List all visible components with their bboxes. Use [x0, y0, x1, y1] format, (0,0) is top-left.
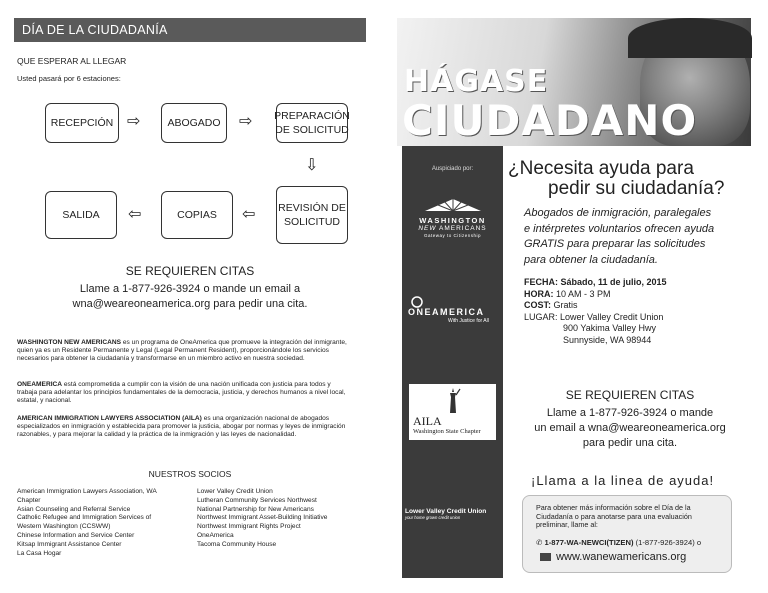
partners-list-2	[197, 488, 372, 550]
arrow-down-icon: ⇩	[305, 155, 319, 174]
description-line: GRATIS para preparar las solicitudes	[524, 238, 706, 250]
helpline-phone	[536, 538, 701, 547]
section-header: DÍA DE LA CIUDADANÍA	[14, 18, 366, 42]
right-citas-title: SE REQUIEREN CITAS	[565, 388, 695, 402]
right-citas-text	[510, 406, 750, 451]
arrow-left-icon: ⇦	[242, 204, 256, 223]
sponsored-label: Auspiciado por:	[431, 166, 474, 172]
partner-item: Chinese Information and Service Center	[17, 531, 135, 539]
station-recepcion	[45, 103, 119, 143]
paragraph-oneamerica	[17, 381, 347, 406]
description-line: e intérpretes voluntarios ofrecen ayuda	[524, 222, 715, 235]
oneamerica-logo	[406, 296, 499, 328]
event-date	[524, 277, 744, 289]
aila-logo	[409, 384, 496, 440]
helpline-website[interactable]	[540, 551, 686, 563]
detail-label: LUGAR:	[524, 311, 558, 322]
statue-of-liberty-icon	[443, 387, 463, 415]
question-line2: pedir su ciudadanía?	[548, 178, 725, 199]
phone-alt: (1-877-926-3924) o	[633, 538, 702, 547]
event-address2: Sunnyside, WA 98944	[563, 334, 652, 345]
citas-line: Llame a 1-877-926-3924 o mande	[546, 407, 714, 419]
partners-list-1	[17, 488, 177, 558]
detail-value: Lower Valley Credit Union	[560, 311, 664, 322]
event-details	[524, 277, 744, 346]
wna-americans: AMERICANS	[438, 225, 487, 232]
station-salida	[45, 191, 117, 239]
station-label: ABOGADO	[167, 117, 221, 129]
arrow-right-icon: ⇨	[127, 111, 141, 130]
partner-item: Asian Counseling and Referral Service	[17, 505, 131, 513]
citas-line2: wna@weareoneamerica.org para pedir una cita.	[72, 298, 308, 310]
socios-title: NUESTROS SOCIOS	[148, 469, 232, 479]
citas-line1: Llame a 1-877-926-3924 o mande un email a	[79, 283, 301, 295]
event-place	[524, 312, 744, 324]
partner-item: American Immigration Lawyers Association, WA Chapter	[17, 488, 157, 504]
partner-item: Northwest Immigrant Asset-Building Initiative	[197, 514, 328, 522]
detail-value: 10 AM - 3 PM	[556, 288, 611, 299]
volunteer-description	[524, 206, 744, 268]
subheader: QUE ESPERAR AL LLEGAR	[17, 56, 127, 66]
station-label: COPIAS	[177, 209, 217, 221]
paragraph-text: es una organización nacional de abogados especializados en inmigración y establecida para promover la justicia, abogar por normas y leyes de inmigración razonables, y para mejorar la calidad y la práctica de la inmigración y las leyes de nacionalidad.	[17, 415, 346, 439]
aila-name: AILA	[413, 414, 442, 428]
citas-line: un email a wna@weareoneamerica.org	[534, 422, 726, 434]
helpline-title: ¡Llama a la linea de ayuda!	[531, 473, 715, 488]
station-label: RECEPCIÓN	[50, 117, 114, 129]
lvcu-tagline: your home grown credit union	[405, 515, 461, 520]
org-name: AMERICAN IMMIGRATION LAWYERS ASSOCIATION (AILA)	[17, 415, 202, 422]
wna-logo	[406, 197, 499, 245]
citas-line: para pedir una cita.	[582, 437, 678, 449]
partner-item: Kitsap Immigrant Assistance Center	[17, 540, 122, 548]
website-link[interactable]: www.wanewamericans.org	[556, 551, 687, 563]
intro-text: Usted pasará por 6 estaciones:	[17, 74, 121, 83]
oneamerica-tagline: With Justice for All	[448, 318, 489, 324]
portrait-hair	[628, 18, 752, 58]
arrow-left-icon: ⇦	[128, 204, 142, 223]
partner-item: OneAmerica	[197, 531, 234, 539]
partner-item: Tacoma Community House	[197, 540, 277, 548]
description-line: para obtener la ciudadanía.	[524, 253, 658, 266]
station-label: SALIDA	[62, 209, 100, 221]
lvcu-name: Lower Valley Credit Union	[405, 508, 487, 515]
detail-label: COST:	[524, 300, 551, 310]
partner-item: Lutheran Community Services Northwest	[197, 496, 317, 504]
partner-item: National Partnership for New Americans	[197, 505, 314, 513]
phone-number: 1-877-WA-NEWCI(TIZEN)	[544, 538, 634, 547]
event-cost	[524, 300, 744, 312]
partner-item: Lower Valley Credit Union	[197, 488, 273, 495]
wna-name: WASHINGTON	[419, 216, 486, 225]
detail-value: Gratis	[553, 300, 578, 310]
computer-icon	[540, 553, 551, 561]
partner-item: Northwest Immigrant Rights Project	[197, 523, 301, 531]
arrow-right-icon: ⇨	[239, 111, 253, 130]
paragraph-aila	[17, 415, 347, 440]
station-label: REVISIÓN DE SOLICITUD	[278, 202, 346, 228]
hero-title-line1: HÁGASE	[404, 64, 549, 99]
station-preparacion	[276, 103, 348, 143]
oneamerica-name: ONEAMERICA	[408, 307, 485, 317]
detail-label: FECHA:	[524, 277, 558, 287]
paragraph-text: está comprometida a cumplir con la visión de una nación unificada con justicia para todos y trabaja para adelantar los principios fundamentales de la democracia, justicia, y derechos humanos a nivel local, estatal, y nacional.	[17, 381, 346, 405]
detail-value: Sábado, 11 de julio, 2015	[560, 277, 667, 287]
question-line1: ¿Necesita ayuda para	[508, 158, 694, 179]
event-time	[524, 289, 744, 301]
paragraph-text: es un programa de OneAmerica que promueve la integración del inmigrante, quien ya es un Residente Permanente y Legal (Legal Permanent Resident), proporcionándole los servicios necesarios para obtener la ciudadanía y transformarse en un miembro activo en nuestra sociedad.	[17, 339, 347, 363]
sunburst-icon	[423, 197, 483, 211]
org-name: ONEAMERICA	[17, 381, 63, 388]
detail-label: HORA:	[524, 288, 554, 299]
wna-new: NEW	[418, 225, 437, 232]
lvcu-logo	[405, 508, 500, 520]
hero-title-line2: CIUDADANO	[402, 96, 698, 145]
description-line: Abogados de inmigración, paralegales	[524, 207, 712, 219]
partner-item: La Casa Hogar	[17, 549, 62, 557]
station-revision	[276, 186, 348, 244]
citas-title: SE REQUIEREN CITAS	[125, 264, 255, 278]
wna-tagline: Gateway to Citizenship	[423, 233, 482, 238]
org-name: WASHINGTON NEW AMERICANS	[17, 339, 122, 346]
partner-item: Catholic Refugee and Immigration Services of Western Washington (CCSWW)	[17, 514, 152, 531]
station-copias	[161, 191, 233, 239]
phone-icon: ✆	[536, 538, 543, 547]
station-abogado	[161, 103, 227, 143]
station-label: PREPARACIÓN DE SOLICITUD	[274, 110, 350, 136]
helpline-text: Para obtener más información sobre el Día de la Ciudadanía o para anotarse para una evaluación preliminar, llame al:	[536, 503, 692, 530]
paragraph-wna	[17, 339, 347, 364]
event-address1: 900 Yakima Valley Hwy	[563, 323, 657, 333]
aila-tagline: Washington State Chapter	[413, 428, 481, 435]
